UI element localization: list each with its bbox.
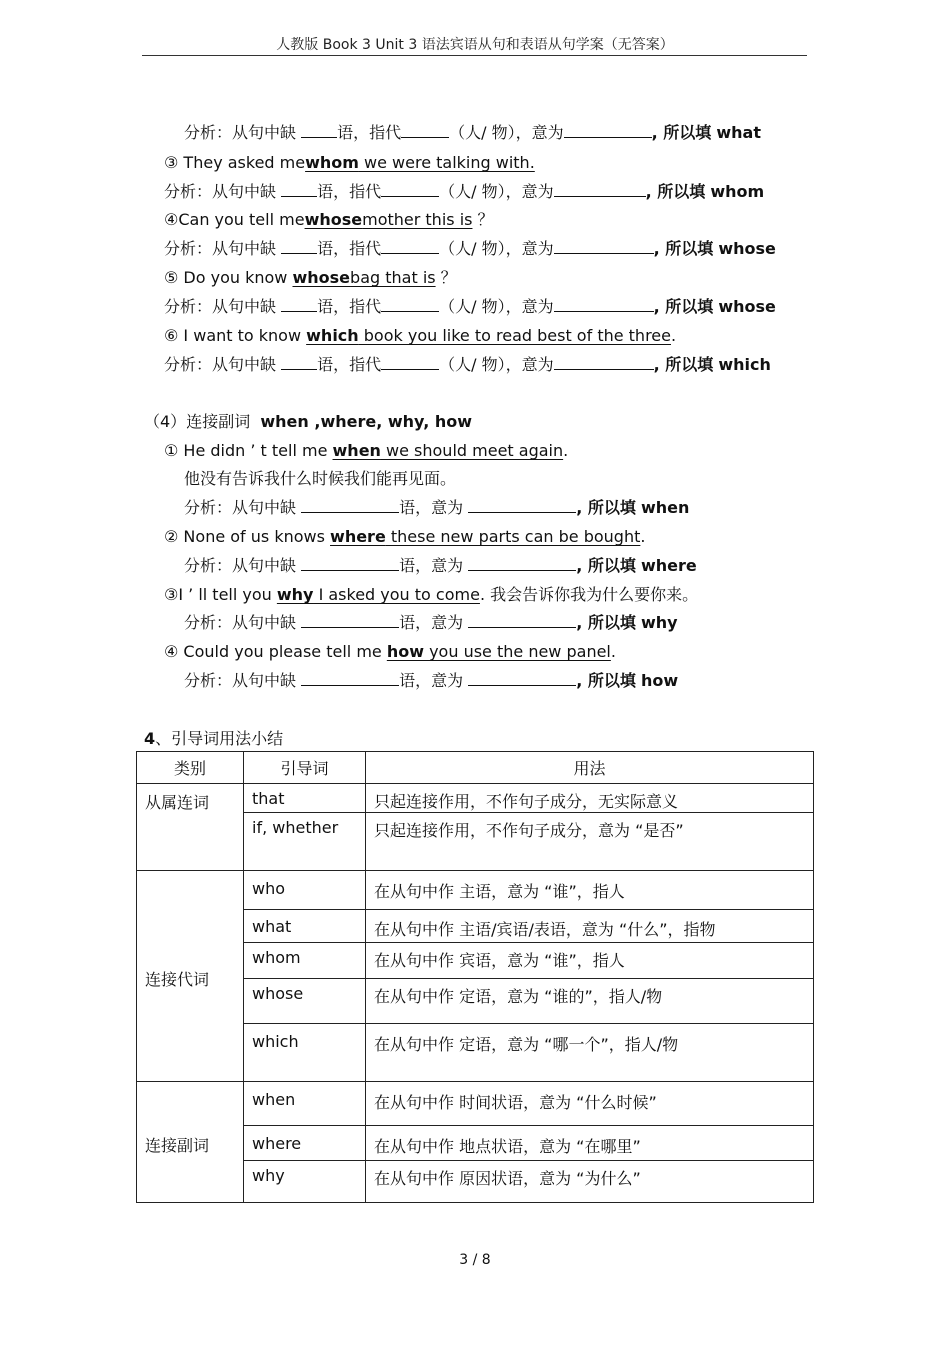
- analysis-line: [164, 238, 776, 260]
- analysis-line: [184, 555, 697, 577]
- blank[interactable]: [281, 182, 317, 197]
- section-heading: [144, 411, 472, 433]
- answer: which: [718, 355, 771, 374]
- clause-text: I asked you to come: [313, 585, 480, 604]
- blank[interactable]: [381, 182, 439, 197]
- analysis-text: （人/ 物），意为: [439, 355, 554, 374]
- sentence-start: ③ They asked me: [164, 153, 306, 172]
- analysis-line: [184, 122, 761, 144]
- analysis-text: 语，指代: [337, 123, 402, 142]
- sentence-end: ？: [435, 268, 457, 287]
- analysis-text: , 所以填: [653, 355, 714, 374]
- example-sentence: [164, 209, 494, 231]
- blank[interactable]: [381, 355, 439, 370]
- example-sentence: [164, 152, 535, 174]
- clause-text: we were talking with.: [358, 153, 535, 172]
- answer: whom: [710, 182, 765, 201]
- section-number: （4）: [144, 412, 187, 431]
- section-keywords: when ,where, why, how: [260, 412, 473, 431]
- translation: 他没有告诉我什么时候我们能再见面。: [184, 469, 457, 488]
- usage-cell: 在从句中作 定语，意为 “谁的”，指人/物: [366, 979, 814, 1024]
- blank[interactable]: [381, 239, 439, 254]
- analysis-text: （人/ 物），意为: [439, 239, 554, 258]
- analysis-text: , 所以填: [576, 613, 636, 632]
- word-cell: whose: [244, 979, 366, 1024]
- example-sentence: [164, 584, 698, 606]
- analysis-text: 语，意为: [399, 556, 464, 575]
- analysis-prefix: 分析：从句中缺: [184, 498, 302, 517]
- analysis-prefix: 分析：从句中缺: [184, 556, 302, 575]
- sentence-start: ③I ’ ll tell you: [164, 585, 277, 604]
- word-cell: when: [244, 1082, 366, 1126]
- analysis-text: 语，指代: [317, 355, 382, 374]
- clause-text: you use the new panel: [424, 642, 611, 661]
- analysis-line: [184, 612, 678, 634]
- usage-cell: 在从句中作 宾语，意为 “谁”，指人: [366, 943, 814, 979]
- example-sentence: [164, 641, 616, 663]
- blank[interactable]: [554, 182, 646, 197]
- analysis-prefix: 分析：从句中缺: [184, 613, 302, 632]
- blank[interactable]: [281, 355, 317, 370]
- blank[interactable]: [468, 671, 576, 686]
- sentence-end: .: [640, 527, 646, 546]
- blank[interactable]: [301, 671, 399, 686]
- table-row: [137, 784, 814, 813]
- answer: when: [640, 498, 690, 517]
- analysis-text: , 所以填: [576, 671, 636, 690]
- word-cell: if, whether: [244, 813, 366, 871]
- example-sentence: [164, 526, 645, 548]
- connective: whom: [305, 153, 359, 172]
- summary-table: [136, 751, 814, 1203]
- analysis-prefix: 分析：从句中缺: [184, 123, 302, 142]
- header-cell: 类别: [137, 752, 244, 784]
- page-number: 3 / 8: [459, 1252, 491, 1268]
- analysis-line: [164, 354, 771, 376]
- answer: whose: [718, 239, 776, 258]
- word-cell: why: [244, 1161, 366, 1203]
- sentence-start: ⑤ Do you know: [164, 268, 293, 287]
- summary-title: [144, 728, 283, 750]
- clause-text: bag that is: [350, 268, 436, 287]
- analysis-line: [164, 181, 764, 203]
- connective: how: [386, 642, 424, 661]
- connective: whose: [292, 268, 351, 287]
- analysis-text: 语，意为: [399, 613, 464, 632]
- answer: why: [640, 613, 678, 632]
- blank[interactable]: [301, 498, 399, 513]
- analysis-text: , 所以填: [645, 182, 706, 201]
- summary-number: 4: [144, 729, 156, 748]
- blank[interactable]: [281, 239, 317, 254]
- usage-cell: 在从句中作 定语，意为 “哪一个”，指人/物: [366, 1024, 814, 1082]
- clause-text: these new parts can be bought: [385, 527, 641, 546]
- analysis-text: , 所以填: [576, 556, 636, 575]
- header-rule: [142, 55, 807, 56]
- analysis-text: , 所以填: [651, 123, 712, 142]
- analysis-text: 语，意为: [399, 671, 464, 690]
- answer: where: [640, 556, 697, 575]
- analysis-text: 语，指代: [317, 239, 382, 258]
- summary-heading: 、引导词用法小结: [155, 729, 284, 748]
- blank[interactable]: [468, 498, 576, 513]
- analysis-prefix: 分析：从句中缺: [164, 297, 282, 316]
- analysis-prefix: 分析：从句中缺: [164, 355, 282, 374]
- blank[interactable]: [301, 556, 399, 571]
- blank[interactable]: [554, 297, 654, 312]
- blank[interactable]: [281, 297, 317, 312]
- sentence-end: . 我会告诉你我为什么要你来。: [479, 585, 699, 604]
- blank[interactable]: [554, 239, 654, 254]
- category-cell: 连接代词: [137, 871, 244, 1082]
- usage-cell: 在从句中作 地点状语，意为 “在哪里”: [366, 1126, 814, 1161]
- clause-text: mother this is: [362, 210, 473, 229]
- answer: what: [716, 123, 761, 142]
- sentence-start: ② None of us knows: [164, 527, 331, 546]
- clause-text: we should meet again: [380, 441, 564, 460]
- blank[interactable]: [468, 556, 576, 571]
- answer: whose: [718, 297, 776, 316]
- usage-cell: 在从句中作 主语，意为 “谁”，指人: [366, 871, 814, 910]
- sentence-start: ④Can you tell me: [164, 210, 305, 229]
- sentence-end: .: [670, 326, 677, 345]
- usage-cell: 只起连接作用，不作句子成分，无实际意义: [366, 784, 814, 813]
- analysis-text: （人/ 物），意为: [449, 123, 564, 142]
- usage-cell: 在从句中作 时间状语，意为 “什么时候”: [366, 1082, 814, 1126]
- word-cell: that: [244, 784, 366, 813]
- connective: why: [276, 585, 314, 604]
- connective: whose: [304, 210, 363, 229]
- sentence-end: ？: [472, 210, 494, 229]
- example-sentence: [164, 267, 457, 289]
- blank[interactable]: [381, 297, 439, 312]
- usage-cell: 在从句中作 主语/宾语/表语，意为 “什么”，指物: [366, 910, 814, 943]
- analysis-text: , 所以填: [653, 239, 714, 258]
- analysis-text: 语，指代: [317, 297, 382, 316]
- blank[interactable]: [554, 355, 654, 370]
- analysis-line: [164, 296, 776, 318]
- analysis-prefix: 分析：从句中缺: [164, 182, 282, 201]
- section-title: 连接副词: [186, 412, 251, 431]
- clause-text: book you like to read best of the three: [358, 326, 671, 345]
- header-cell: 引导词: [244, 752, 366, 784]
- blank[interactable]: [301, 123, 337, 138]
- sentence-start: ⑥ I want to know: [164, 326, 307, 345]
- analysis-text: 语，意为: [399, 498, 464, 517]
- answer: how: [640, 671, 679, 690]
- table-row: [137, 871, 814, 910]
- analysis-line: [184, 670, 678, 692]
- page-header: 人教版 Book 3 Unit 3 语法宾语从句和表语从句学案（无答案）: [276, 37, 674, 53]
- sentence-start: ① He didn ’ t tell me: [164, 441, 333, 460]
- word-cell: which: [244, 1024, 366, 1082]
- table-header-row: [137, 752, 814, 784]
- word-cell: what: [244, 910, 366, 943]
- table-row: [137, 1082, 814, 1126]
- sentence-end: .: [563, 441, 569, 460]
- blank[interactable]: [468, 613, 576, 628]
- category-cell: 连接副词: [137, 1082, 244, 1203]
- example-sentence: [164, 440, 568, 462]
- analysis-line: [184, 497, 689, 519]
- word-cell: who: [244, 871, 366, 910]
- analysis-text: , 所以填: [576, 498, 636, 517]
- sentence-start: ④ Could you please tell me: [164, 642, 387, 661]
- sentence-end: .: [610, 642, 616, 661]
- analysis-text: （人/ 物），意为: [439, 182, 554, 201]
- header-cell: 用法: [366, 752, 814, 784]
- blank[interactable]: [301, 613, 399, 628]
- word-cell: where: [244, 1126, 366, 1161]
- blank[interactable]: [401, 123, 449, 138]
- category-cell: 从属连词: [137, 784, 244, 871]
- connective: which: [306, 326, 359, 345]
- usage-cell: 只起连接作用，不作句子成分，意为 “是否”: [366, 813, 814, 871]
- connective: when: [332, 441, 381, 460]
- analysis-text: （人/ 物），意为: [439, 297, 554, 316]
- connective: where: [330, 527, 386, 546]
- blank[interactable]: [564, 123, 652, 138]
- word-cell: whom: [244, 943, 366, 979]
- analysis-text: , 所以填: [653, 297, 714, 316]
- analysis-prefix: 分析：从句中缺: [184, 671, 302, 690]
- example-sentence: [164, 325, 676, 347]
- usage-cell: 在从句中作 原因状语，意为 “为什么”: [366, 1161, 814, 1203]
- analysis-text: 语，指代: [317, 182, 382, 201]
- analysis-prefix: 分析：从句中缺: [164, 239, 282, 258]
